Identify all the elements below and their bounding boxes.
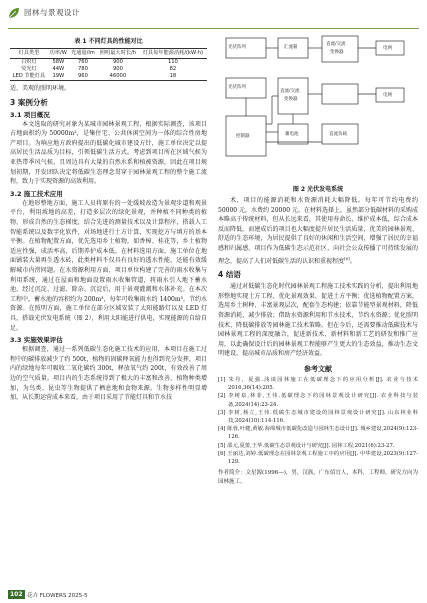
table-cell: 荧光灯 bbox=[21, 66, 37, 73]
label-pv-array-top: 光伏阵列 bbox=[228, 45, 246, 50]
label-dc-ac-top: 直流/交流 bbox=[326, 42, 346, 47]
label-combiner: 汇流箱 bbox=[284, 45, 298, 50]
paragraph: 术，项目的能源消耗和水资源消耗大幅降低。每年可节约电费约 50000 元，水费约 20000 元。在材料选择上，虽然部分低碳材料的采购成本略高于传统材料，但从长远来看，其使用寿命长、维护成本低，综合成本反而降低。而建成后的项目也大幅度提升居民生活质量，优美的园林景观、舒适的生态环境，为居民提供了良好的休闲和生活空间，增强了居民的幸福感和归属感。项目作为低碳生态示范社区，向社会公众传播了可持续发展的理念，提高了人们对低碳生活的认识和重视程度[6]。 bbox=[218, 197, 418, 265]
left-column bbox=[10, 32, 207, 403]
table-cell: 780 bbox=[78, 66, 88, 73]
table-header-row bbox=[10, 49, 207, 59]
label-dc-ac-bottom: 直流/交流 bbox=[280, 89, 300, 94]
ac-load-box bbox=[322, 84, 358, 104]
table-row bbox=[10, 66, 207, 73]
section-heading: 3 案例分析 bbox=[10, 97, 48, 107]
paragraph-text: 术，项目的能源消耗和水资源消耗大幅降低。每年可节约电费约 50000 元，水费约 20000 元。在材料选择上，虽然部分低碳材料的采购成本略高于传统材料，但从长远来看，其使用寿命长、维护成本低，综合成本反而降低。而建成后的项目也大幅度提升居民生活质量，优美的园林景观、舒适的生态环境，为居民提供了良好的休闲和生活空间，增强了居民的幸福感和归属感。项目作为低碳生态示范社区，向社会公众传播了可持续发展的理念，提高了人们对低碳生活的认识和重视程度 bbox=[218, 197, 418, 265]
reference-item: [2] 李树泉,林菲,王伟.低碳理念下的园林景观设计研究[J]. 农业科技与装备,2024(14):23-24. bbox=[218, 393, 418, 408]
reference-item: [4] 陈蓉,叶健,黄敏.海绵城市低碳化改造与园林生态设计[J]. 城乡建设,2024(9):123-126. bbox=[218, 426, 418, 441]
journal-name: 花卉 FLOWERS 2025-5 bbox=[27, 593, 88, 599]
subsection-heading: 3.1 项目概况 bbox=[10, 110, 50, 119]
subsection-heading: 3.2 施工技术应用 bbox=[10, 189, 63, 198]
table-cell: 44W bbox=[52, 66, 65, 73]
paragraph: 本文选取的研究对象为某城市园林景观工程，根据实际调查，该项目占地面积约为 50000m²，是集住宅、公共休闲空间为一体的综合性房地产项目。为响应地方政府提出的低碳化城市建设方针，施工单位决定以提高居民生活品质为目标，引领低碳生活方式。考虑到项目所在区域气候为亚热带季风气候，且周边具有大量的自然水系和植被资源，因此在项目规划初期，开发团队决定将低碳生态理念贯穿于园林景观工程的整个施工流程，致力于实现资源的高效利用。 bbox=[10, 120, 207, 186]
references-title: 参考文献 bbox=[304, 364, 332, 373]
reference-item: [5] 邵元,夏蕾,王华.低碳生态景观设计与研究[J]. 园林工程,2021(6):23-27. bbox=[218, 442, 395, 449]
paragraph: 在地形整地方面，施工人员将原有的一处缓坡改造为景观步道和观景平台，利用坡地的高差，打造多层次的绿化景观，并种植不同种类的植物，形成自然的生态梯度，结合先进的测量技术以及计算程序，搭载人工智能系统以及数字化软件，对场地进行土方计算，实现挖方与填方的基本平衡。在植物配置方面，优先选用乡土植物，如香樟、桂花等，乡土植物适应性强，成活率高，后期养护成本低。在材料选用方面，施工单位在地面铺装大量再生透水砖，此类材料不仅具有良好的透水性能，还能有效缓解城市内涝问题。在水资源利用方面，项目单位构建了完善的雨水收集与利用系统，通过在屋面和地面设置雨水收集管道，将雨水引入地下蓄水池，经过沉淀、过滤、除杂、沉淀后，用于景观灌溉和水体补充。在本次工程中，蓄水池的容积约为 200m³，每年可收集雨水约 1400m³，节约水资源。在照明方面，施工单位在部分区域安装了太阳能路灯以及 LED 灯具，搭载光伏发电系统（图 2），利用太阳能进行供电，实现能源的自给自足。 bbox=[10, 199, 207, 332]
pv-system-diagram bbox=[218, 32, 418, 182]
citation-mark: [6] bbox=[344, 255, 350, 261]
table-cell: 白炽灯 bbox=[21, 59, 37, 65]
table-header: 光通量/lm bbox=[69, 49, 97, 59]
author-bio: 作者简介：文星源(1996—)，男，汉族，广东佰宜人，本科，工程师，研究方向为园林施工。 bbox=[218, 470, 418, 485]
intro-text: 适、美观的照明环境。 bbox=[10, 85, 71, 93]
label-pv-array-bottom: 光伏阵列 bbox=[228, 85, 246, 90]
table-header: 灯具每年能源消耗/(kW·h) bbox=[139, 49, 207, 59]
page-footer bbox=[8, 590, 158, 600]
table-header: 照明最大时长/h bbox=[97, 49, 139, 59]
label-battery: 蓄电池 bbox=[285, 132, 299, 137]
paragraph: 根据调查，通过一系列低碳生态化施工技术的应用，本项目在施工过程中的碳排放减少了约 500t，植物的固碳释氧能力也得到充分发挥，项目内的绿地每年可吸收二氧化碳约 300t，释放氧气约 200t，有效改善了周边的空气质量。项目内的生态系统得到了极大的丰富和改善，植物种类增加，为鸟类、昆虫等生物提供了栖息地和食物来源。生物多样性明显增加，从长期运营成本来看，由于项目采用了节能灯具和节水技 bbox=[10, 346, 207, 402]
table-cell: 82 bbox=[169, 66, 177, 73]
table-cell: 110 bbox=[167, 59, 178, 65]
label-inverter-bottom: 变换器 bbox=[284, 97, 298, 102]
header-rule bbox=[8, 28, 419, 29]
header-title: 园林与景观设计 bbox=[24, 8, 80, 17]
reference-item: [6] 王丽达,刘婷.低碳理念在园林景观工程施工中的应用[J]. 中华建设,2023(9):127-129. bbox=[218, 450, 418, 465]
table-cell: 900 bbox=[112, 59, 123, 65]
table-cell: LED 节能灯具 bbox=[10, 73, 48, 81]
table-cell: 58W bbox=[52, 59, 65, 65]
leaf-icon bbox=[8, 7, 20, 19]
figure-caption: 图 2 光伏发电系统 bbox=[292, 186, 344, 193]
table-row bbox=[10, 58, 207, 66]
label-dc-load: 直流负载 bbox=[329, 132, 347, 137]
table-title: 表 1 不同灯具的性能对比 bbox=[74, 38, 143, 45]
right-column bbox=[218, 32, 418, 492]
table-cell: 960 bbox=[69, 73, 97, 81]
running-header bbox=[8, 6, 419, 22]
lamp-performance-table bbox=[10, 48, 207, 81]
table-cell: 46000 bbox=[97, 73, 139, 81]
table-header: 功率/W bbox=[49, 50, 67, 56]
paragraph: 通过对低碳生态化时代园林景观工程施工技术实践的分析，提出利用地形整地实现土方工程、优化景观效果，促进土方平衡；优选植物配置方案，选用乡土树种、丰富景观层次，配套生态构建；依靠节能型景观材料，降低资源消耗，减少排放；借助水资源利用和节水技术，节约水资源；优化照明技术，降低碳排放等园林施工技术策略。但在今后，还需要推动低碳技术与园林景观工程的深度融合，促进新技术、新材料和新工艺的研发和推广应用，以此确保设计后的园林景观工程能够产生更大的生态效益，推动生态文明建设，提高城市品质和房产经济效益。 bbox=[218, 283, 418, 358]
page-number: 102 bbox=[10, 591, 23, 598]
diagram-canvas bbox=[218, 32, 418, 182]
label-control-box: 控制器 bbox=[236, 134, 250, 139]
table-cell: 760 bbox=[78, 59, 88, 65]
reference-item: [3] 李树,杨立,王伟.低碳生态城市建设的园林景观设计研究[J]. 山东林业科技,2024(10):114-116. bbox=[218, 409, 418, 424]
table-row bbox=[10, 73, 207, 81]
table-header: 灯具类型 bbox=[10, 49, 48, 59]
reference-item: [1] 朱丹，夏强.浅谈园林施工在低碳理念下的应用分析[J]. 农业与技术 2016,36(14):205. bbox=[218, 376, 418, 392]
table-cell: 900 bbox=[112, 66, 123, 73]
section-heading: 4 结语 bbox=[218, 270, 241, 280]
label-grid-top: 电网 bbox=[383, 46, 392, 51]
label-inverter-top: 变换器 bbox=[330, 50, 344, 55]
label-grid-bottom: 电网 bbox=[383, 93, 392, 98]
table-cell: 19W bbox=[48, 73, 69, 81]
table-cell: 18 bbox=[139, 73, 207, 81]
subsection-heading: 3.3 实施效果评估 bbox=[10, 336, 63, 345]
